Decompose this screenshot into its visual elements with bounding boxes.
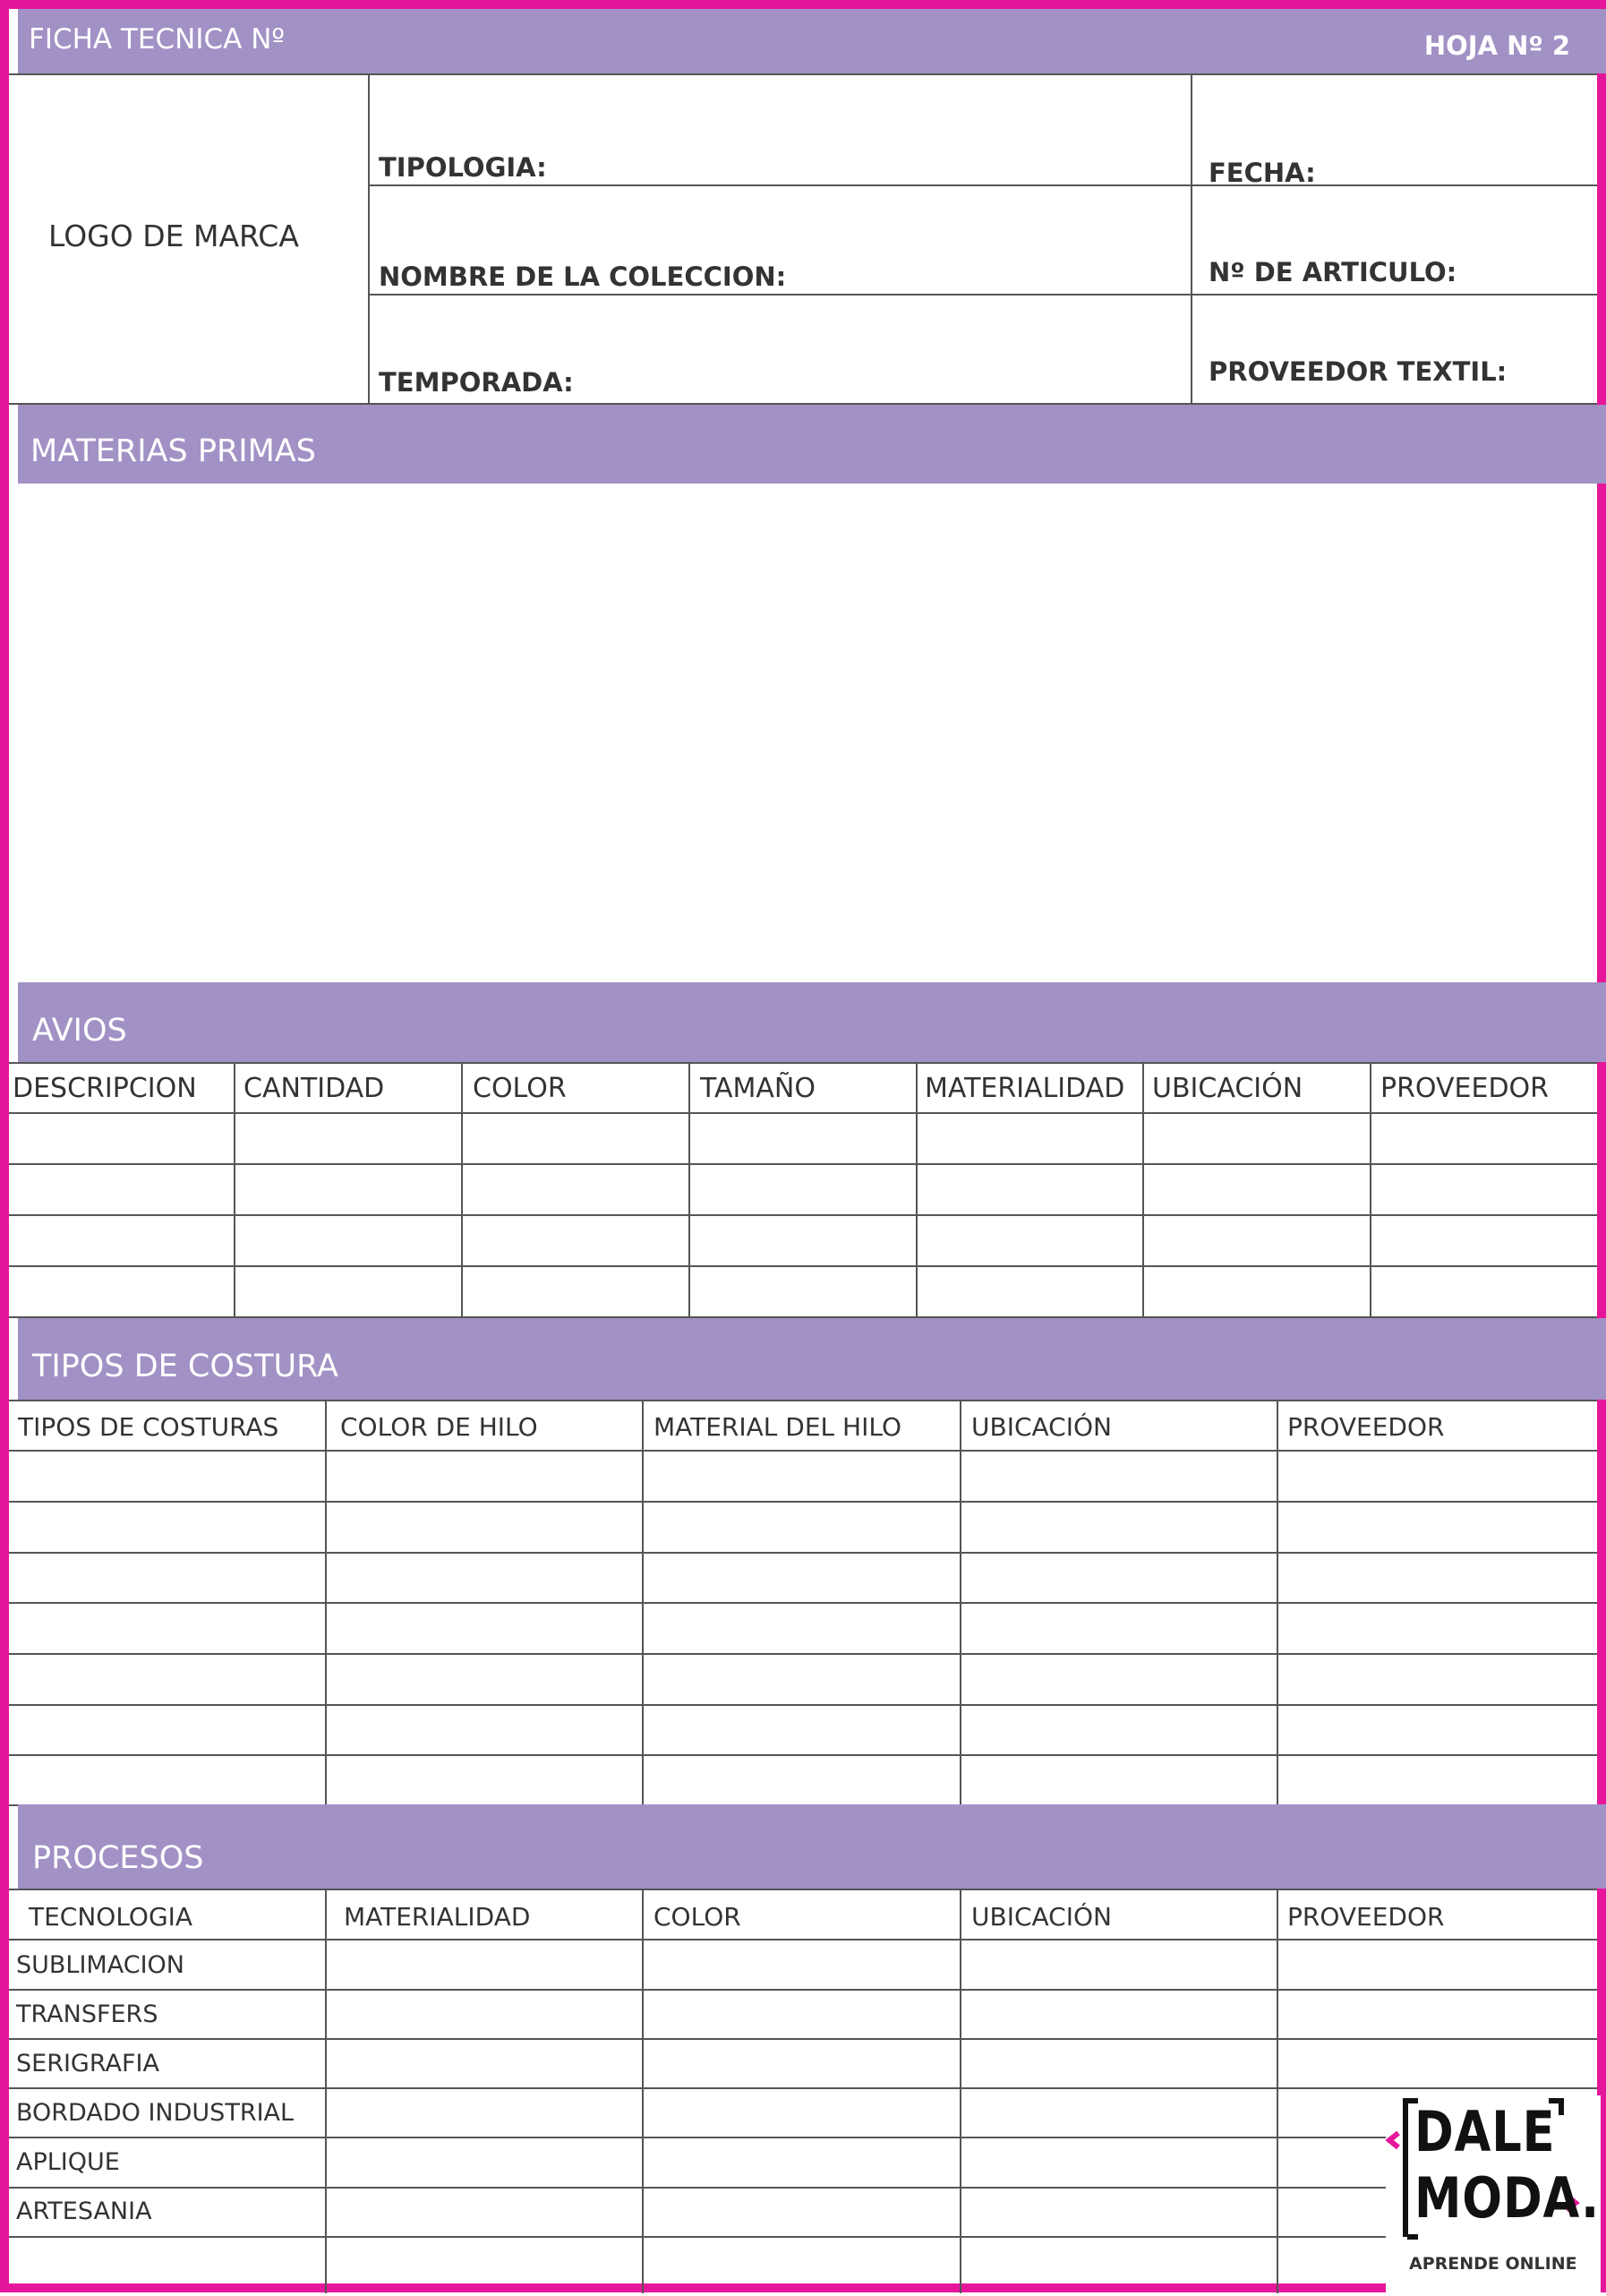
- costura-table: [9, 1400, 1597, 1812]
- logo-word-moda: MODA.: [1414, 2165, 1601, 2231]
- procesos-row-transfers: TRANSFERS: [16, 2000, 158, 2028]
- avios-col-color: COLOR: [473, 1073, 567, 1104]
- avios-band: [18, 982, 1606, 1062]
- sheet-number: HOJA Nº 2: [1423, 30, 1570, 61]
- procesos-col-proveedor: PROVEEDOR: [1287, 1902, 1445, 1932]
- procesos-row-bordado: BORDADO INDUSTRIAL: [16, 2099, 295, 2127]
- costura-band: [18, 1318, 1606, 1400]
- procesos-row-serigrafia: SERIGRAFIA: [16, 2050, 159, 2078]
- avios-col-cantidad: CANTIDAD: [243, 1073, 385, 1104]
- field-fecha[interactable]: FECHA:: [1209, 158, 1316, 188]
- costura-col-tipos: TIPOS DE COSTURAS: [18, 1412, 279, 1442]
- procesos-band: [18, 1804, 1606, 1889]
- avios-col-proveedor: PROVEEDOR: [1380, 1073, 1550, 1104]
- field-proveedor-textil[interactable]: PROVEEDOR TEXTIL:: [1209, 356, 1508, 387]
- procesos-table: [9, 1889, 1597, 2292]
- avios-col-ubicacion: UBICACIÓN: [1152, 1073, 1303, 1104]
- logo-placeholder: LOGO DE MARCA: [48, 218, 299, 253]
- materias-primas-area[interactable]: [9, 484, 1597, 992]
- procesos-row-sublimacion: SUBLIMACION: [16, 1951, 184, 1979]
- field-articulo[interactable]: Nº DE ARTICULO:: [1209, 257, 1457, 287]
- field-nombre-coleccion[interactable]: NOMBRE DE LA COLECCION:: [379, 261, 787, 292]
- materias-primas-band: [18, 405, 1606, 484]
- logo-tagline: APRENDE ONLINE: [1409, 2254, 1577, 2274]
- field-tipologia[interactable]: TIPOLOGIA:: [379, 152, 547, 183]
- dale-moda-logo: [1386, 2095, 1601, 2292]
- sheet-title: FICHA TECNICA Nº: [29, 23, 285, 56]
- procesos-col-ubicacion: UBICACIÓN: [971, 1902, 1112, 1932]
- avios-col-descripcion: DESCRIPCION: [13, 1073, 197, 1104]
- costura-col-material-hilo: MATERIAL DEL HILO: [654, 1412, 902, 1442]
- procesos-col-materialidad: MATERIALIDAD: [344, 1902, 531, 1932]
- avios-col-materialidad: MATERIALIDAD: [925, 1073, 1125, 1104]
- procesos-row-artesania: ARTESANIA: [16, 2197, 152, 2225]
- header-info-block: [9, 73, 1597, 405]
- costura-title: TIPOS DE COSTURA: [32, 1349, 338, 1384]
- costura-col-proveedor: PROVEEDOR: [1287, 1412, 1445, 1442]
- avios-table: [9, 1062, 1597, 1329]
- procesos-col-tecnologia: TECNOLOGIA: [29, 1902, 193, 1932]
- procesos-row-aplique: APLIQUE: [16, 2148, 120, 2176]
- logo-word-dale: DALE: [1414, 2099, 1556, 2164]
- field-temporada[interactable]: TEMPORADA:: [379, 367, 574, 398]
- title-band: [18, 9, 1606, 73]
- materias-primas-title: MATERIAS PRIMAS: [30, 433, 316, 469]
- costura-col-ubicacion: UBICACIÓN: [971, 1412, 1112, 1442]
- avios-col-tamano: TAMAÑO: [700, 1073, 816, 1104]
- costura-col-color-hilo: COLOR DE HILO: [340, 1412, 538, 1442]
- procesos-title: PROCESOS: [32, 1840, 204, 1876]
- avios-title: AVIOS: [32, 1013, 127, 1049]
- procesos-col-color: COLOR: [654, 1902, 741, 1932]
